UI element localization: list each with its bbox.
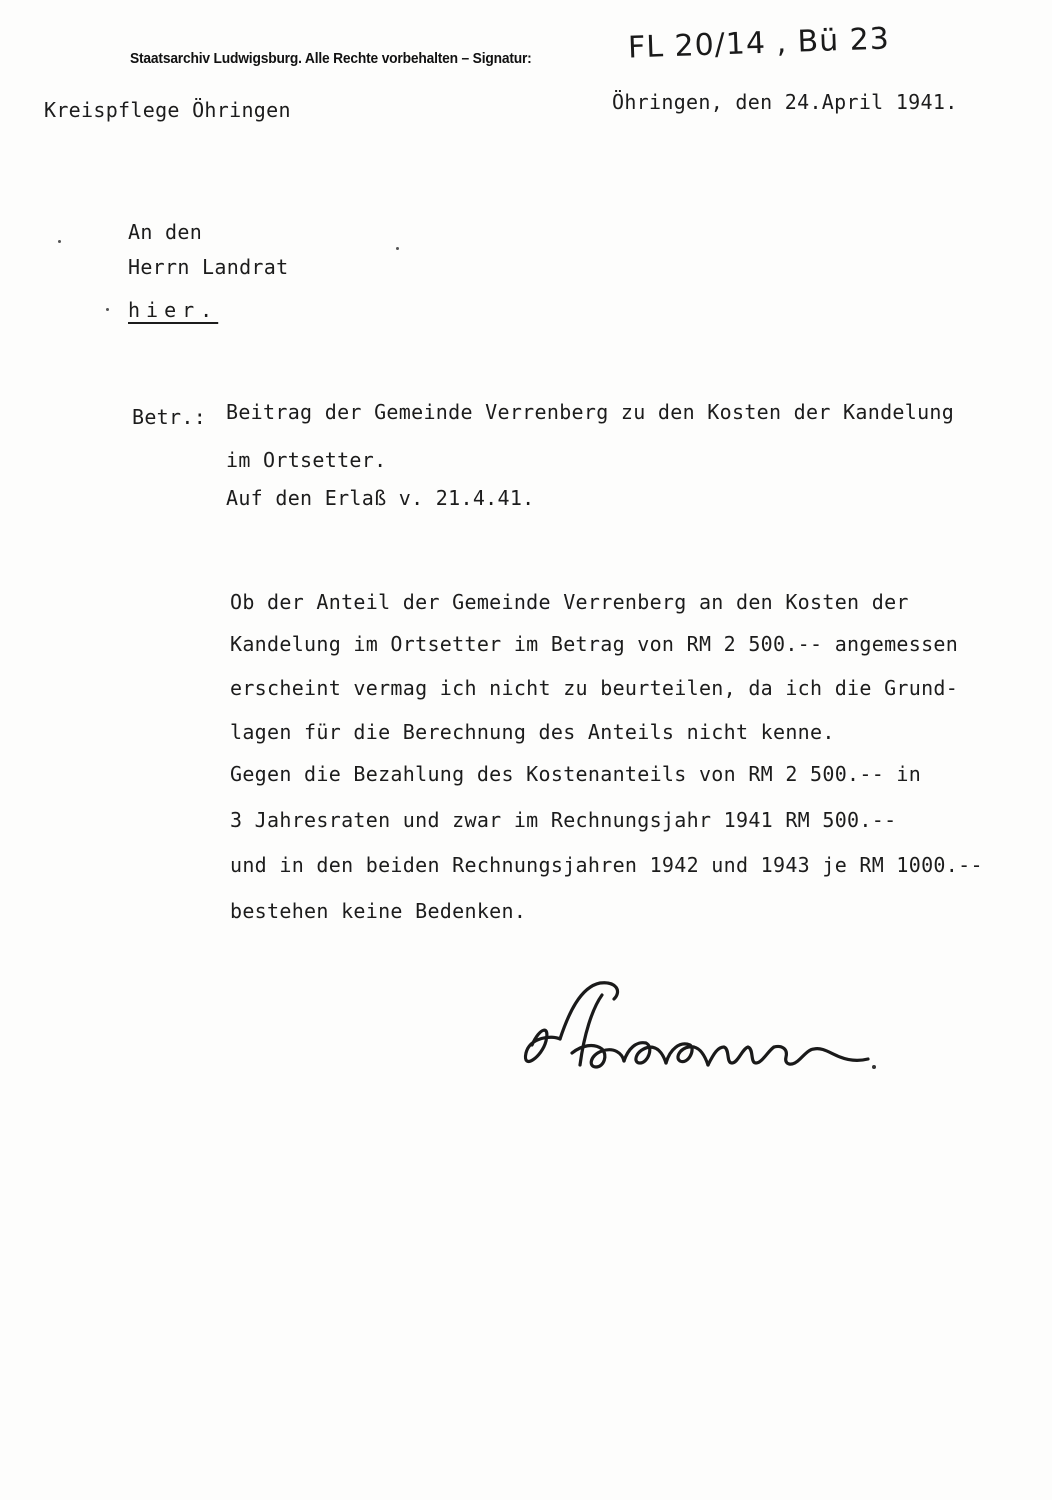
subject-line-2: im Ortsetter. <box>226 448 387 472</box>
handwritten-signature <box>510 975 890 1100</box>
handwritten-signatur: FL 20/14 , Bü 23 <box>627 21 891 66</box>
body-line: Ob der Anteil der Gemeinde Verrenberg an den Kosten der <box>230 590 909 614</box>
body-line: und in den beiden Rechnungsjahren 1942 und 1943 je RM 1000.-- <box>230 853 983 877</box>
signature-icon <box>510 975 890 1095</box>
body-line: erscheint vermag ich nicht zu beurteilen, da ich die Grund- <box>230 676 959 700</box>
dateline: Öhringen, den 24.April 1941. <box>612 90 958 114</box>
body-line: lagen für die Berechnung des Anteils nicht kenne. <box>230 720 835 744</box>
paper-speck <box>106 308 109 311</box>
sender: Kreispflege Öhringen <box>44 98 291 122</box>
recipient-line-1: An den <box>128 220 203 244</box>
subject-line-1: Beitrag der Gemeinde Verrenberg zu den Kosten der Kandelung <box>226 400 955 424</box>
body-line: 3 Jahresraten und zwar im Rechnungsjahr 1941 RM 500.-- <box>230 808 897 832</box>
body-line: bestehen keine Bedenken. <box>230 899 527 923</box>
paper-speck <box>58 240 61 243</box>
body-line: Gegen die Bezahlung des Kostenanteils von RM 2 500.-- in <box>230 762 922 786</box>
subject-label: Betr.: <box>132 405 207 429</box>
body-line: Kandelung im Ortsetter im Betrag von RM 2 500.-- angemessen <box>230 632 959 656</box>
paper-speck <box>396 247 399 250</box>
recipient-line-3: hier. <box>128 298 219 322</box>
archive-stamp: Staatsarchiv Ludwigsburg. Alle Rechte vorbehalten – Signatur: <box>130 50 532 67</box>
subject-line-3: Auf den Erlaß v. 21.4.41. <box>226 486 535 510</box>
recipient-line-2: Herrn Landrat <box>128 255 289 279</box>
